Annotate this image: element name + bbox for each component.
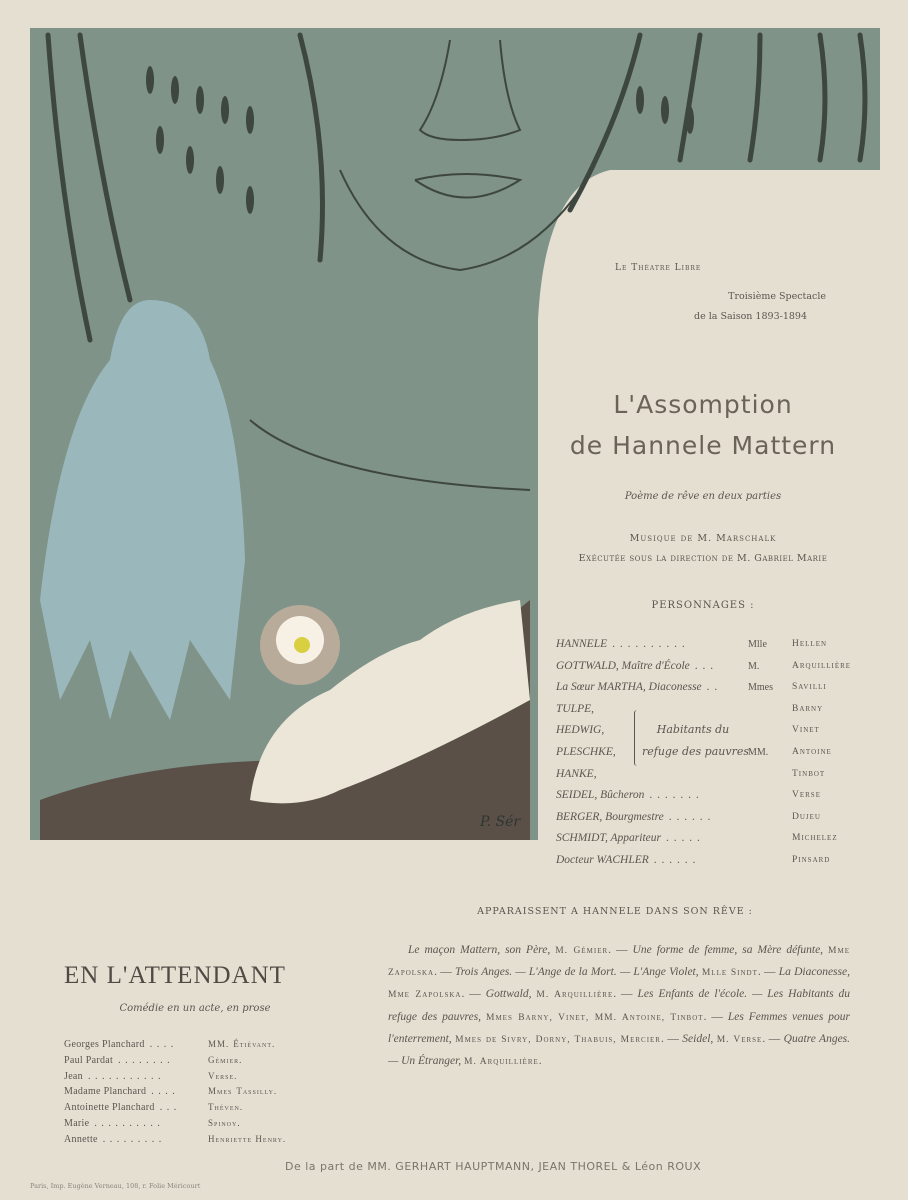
dream-text-segment: Mmes Barny, Vinet, MM. Antoine, Tinbot bbox=[486, 1012, 704, 1023]
actor-name-group bbox=[208, 1053, 242, 1069]
leader-dots: . . . . bbox=[149, 1039, 175, 1050]
dream-text-segment: . — bbox=[660, 1032, 683, 1045]
role-name: HEDWIG, bbox=[556, 724, 605, 737]
actor-name: Pinsard bbox=[792, 855, 831, 865]
role-with-leader bbox=[64, 1116, 161, 1132]
dream-text-segment: . — bbox=[762, 1032, 784, 1045]
role-name: SEIDEL, Bûcheron bbox=[556, 789, 645, 802]
role-with-leader bbox=[64, 1100, 177, 1116]
dream-text-segment: . — bbox=[613, 988, 638, 1001]
group-note-line1: Habitants du bbox=[656, 723, 730, 736]
leader-dots: . . bbox=[706, 681, 719, 694]
actor-prefix: MM. bbox=[748, 747, 769, 758]
dream-text-segment: . — bbox=[757, 966, 779, 979]
dream-text-segment: . — bbox=[461, 988, 486, 1001]
role-with-leader bbox=[64, 1069, 161, 1085]
direction-credit: Exécutée sous la direction de M. Gabriel Marie bbox=[578, 553, 828, 564]
spectacle-number: Troisième Spectacle bbox=[728, 291, 826, 302]
role-name: Georges Planchard bbox=[64, 1039, 145, 1050]
leader-dots: . . . . bbox=[151, 1086, 176, 1098]
role-with-leader bbox=[556, 634, 686, 656]
leader-dots: . . . . . . . . . bbox=[102, 1133, 163, 1145]
curtain-raiser-title: EN L'ATTENDANT bbox=[64, 962, 286, 989]
dream-text-segment: Mme Zapolska bbox=[388, 946, 850, 979]
cast-row bbox=[556, 850, 876, 872]
dream-text-segment: Mmes de Sivry, Dorny, Thabuis, Mercier bbox=[455, 1034, 661, 1045]
role-with-leader bbox=[556, 764, 602, 786]
play-title-line2: de Hannele Mattern bbox=[569, 431, 837, 460]
cast-row bbox=[64, 1132, 344, 1148]
actor-name-group bbox=[208, 1116, 241, 1132]
actor-surname: Tassilly. bbox=[236, 1086, 278, 1097]
cast-row bbox=[64, 1100, 344, 1116]
dream-text-segment: Mme Zapolska bbox=[388, 990, 462, 1001]
curtain-raiser-subtitle: Comédie en un acte, en prose bbox=[119, 1003, 271, 1014]
compliments-line: De la part de MM. GERHART HAUPTMANN, JEAN THOREL & Léon ROUX bbox=[285, 1160, 702, 1173]
actor-prefix: M. bbox=[748, 660, 760, 672]
role-name: Madame Planchard bbox=[64, 1086, 147, 1098]
dream-text-segment: M. Verse bbox=[716, 1034, 763, 1045]
dream-text-segment: Une forme de femme, sa Mère défunte, bbox=[632, 944, 829, 956]
play-subtitle: Poème de rêve en deux parties bbox=[624, 491, 782, 502]
leader-dots: . . . . . . bbox=[668, 810, 712, 823]
actor-surname: Étiévant. bbox=[233, 1039, 276, 1049]
dream-text-segment: . — bbox=[703, 1010, 728, 1023]
cast-row bbox=[556, 764, 876, 786]
actor-name: Hellen bbox=[792, 639, 828, 649]
actor-prefix: Mlle bbox=[748, 639, 767, 650]
actor-name-group bbox=[208, 1100, 243, 1116]
role-name: La Sœur MARTHA, Diaconesse bbox=[556, 681, 702, 694]
leader-dots: . . . . . . . bbox=[649, 789, 700, 802]
cast-row bbox=[64, 1053, 344, 1069]
actor-name-group bbox=[208, 1037, 275, 1053]
actor-prefix: MM. bbox=[208, 1039, 230, 1049]
role-with-leader bbox=[556, 850, 696, 872]
actor-name: Arquillière bbox=[792, 660, 852, 671]
role-with-leader bbox=[556, 807, 711, 829]
role-name: HANKE, bbox=[556, 767, 597, 780]
dream-text-segment: Trois Anges. — L'Ange de la Mort. — L'Ange Violet, bbox=[454, 966, 702, 979]
dream-text-segment: M. Gémier bbox=[555, 946, 609, 956]
cast-row bbox=[556, 677, 876, 699]
role-name: Antoinette Planchard bbox=[64, 1102, 155, 1114]
actor-prefix: Mmes bbox=[748, 682, 773, 694]
role-with-leader bbox=[556, 656, 714, 678]
dream-text-segment: Gottwald, bbox=[485, 988, 537, 1001]
actor-name-group bbox=[208, 1069, 237, 1085]
dream-text-segment: La Diaconesse, bbox=[778, 966, 850, 979]
role-name: BERGER, Bourgmestre bbox=[556, 810, 664, 823]
artist-signature: P. Sér bbox=[480, 814, 521, 830]
role-with-leader bbox=[556, 828, 701, 850]
leader-dots: . . . . . . . . . . bbox=[94, 1118, 161, 1129]
role-name: Docteur WACHLER bbox=[556, 854, 649, 866]
role-with-leader bbox=[556, 699, 599, 721]
role-with-leader bbox=[556, 720, 609, 742]
actor-name-group bbox=[208, 1084, 277, 1100]
actor-name: Vinet bbox=[792, 725, 820, 736]
actor-name: Savilli bbox=[792, 682, 827, 693]
dream-text-segment: . — bbox=[434, 966, 455, 979]
cast-row bbox=[556, 785, 876, 807]
leader-dots: . . . bbox=[159, 1102, 178, 1114]
actor-surname: Henriette Henry. bbox=[208, 1133, 287, 1144]
dream-text-segment: Le maçon Mattern, son Père, bbox=[408, 944, 556, 956]
play-title-line1: L'Assomption bbox=[613, 390, 793, 419]
role-with-leader bbox=[64, 1084, 176, 1100]
dream-text-segment: Seidel, bbox=[682, 1032, 717, 1045]
role-with-leader bbox=[556, 677, 718, 699]
leader-dots: . . . . . . . . bbox=[118, 1054, 171, 1066]
dream-text-segment: Les Enfants de l'école. — Les Habitants du refuge des pauvres, bbox=[388, 988, 850, 1023]
role-name: Paul Pardat bbox=[64, 1054, 114, 1066]
role-name: Annette bbox=[64, 1133, 98, 1145]
dream-heading: APPARAISSENT A HANNELE DANS SON RÊVE : bbox=[477, 906, 753, 917]
cast-row bbox=[556, 699, 876, 721]
actor-surname: Verse. bbox=[208, 1070, 238, 1081]
role-name: Jean bbox=[64, 1070, 83, 1082]
role-name: Marie bbox=[64, 1118, 90, 1129]
dream-text-segment: Mlle Sindt bbox=[701, 968, 758, 979]
personnages-heading: PERSONNAGES : bbox=[651, 600, 755, 611]
leader-dots: . . . . . . bbox=[653, 854, 697, 866]
role-with-leader bbox=[64, 1132, 162, 1148]
cast-row bbox=[556, 828, 876, 850]
leader-dots: . . . . . . . . . . bbox=[612, 638, 686, 650]
role-name: HANNELE bbox=[556, 638, 608, 650]
group-note-line2: refuge des pauvres bbox=[642, 745, 749, 758]
cast-row bbox=[64, 1069, 344, 1085]
cast-row bbox=[556, 634, 876, 656]
actor-name-group bbox=[208, 1132, 286, 1148]
actor-surname: Spinoy. bbox=[208, 1118, 241, 1128]
actor-name: Verse bbox=[792, 790, 821, 801]
role-name: GOTTWALD, Maître d'École bbox=[556, 659, 690, 672]
actor-name: Tinbot bbox=[792, 768, 826, 779]
role-with-leader bbox=[64, 1037, 174, 1053]
music-credit: Musique de M. Marschalk bbox=[629, 533, 777, 544]
role-name: SCHMIDT, Appariteur bbox=[556, 832, 661, 845]
cast-row bbox=[64, 1084, 344, 1100]
actor-prefix: Mmes bbox=[208, 1086, 233, 1097]
dream-text-segment: . bbox=[538, 1055, 542, 1068]
cast-row bbox=[556, 807, 876, 829]
dream-cast-paragraph bbox=[388, 940, 850, 1073]
cast-row bbox=[556, 656, 876, 678]
leader-dots: . . . . . bbox=[666, 832, 701, 845]
actor-surname: Gémier. bbox=[208, 1054, 243, 1065]
actor-name: Barny bbox=[792, 703, 824, 714]
dream-text-segment: M. Arquillière bbox=[464, 1057, 539, 1068]
cast-row bbox=[64, 1037, 344, 1053]
leader-dots: . . . bbox=[694, 659, 715, 672]
role-with-leader bbox=[556, 742, 621, 764]
cast-row bbox=[64, 1116, 344, 1132]
actor-name: Dujeu bbox=[792, 811, 821, 822]
actor-name: Michelez bbox=[792, 833, 838, 844]
brace bbox=[634, 710, 640, 766]
dream-text-segment: . — bbox=[608, 944, 633, 956]
leader-dots: . . . . . . . . . . . bbox=[87, 1070, 162, 1082]
dream-text-segment: Les Femmes venues pour l'enterrement, bbox=[388, 1010, 851, 1045]
actor-surname: Théven. bbox=[208, 1102, 244, 1113]
role-with-leader bbox=[64, 1053, 171, 1069]
printer-credit: Paris, Imp. Eugène Verneau, 108, r. Folie Méricourt bbox=[30, 1182, 201, 1190]
actor-name: Antoine bbox=[792, 747, 832, 757]
season: de la Saison 1893-1894 bbox=[694, 311, 807, 322]
role-with-leader bbox=[556, 785, 700, 807]
dream-text-segment: M. Arquillière bbox=[536, 990, 614, 1001]
role-name: PLESCHKE, bbox=[556, 746, 616, 758]
dream-text-segment: Quatre Anges. — Un Étranger, bbox=[388, 1032, 851, 1068]
role-name: TULPE, bbox=[556, 702, 595, 715]
theatre-name: Le Théatre Libre bbox=[615, 263, 702, 273]
